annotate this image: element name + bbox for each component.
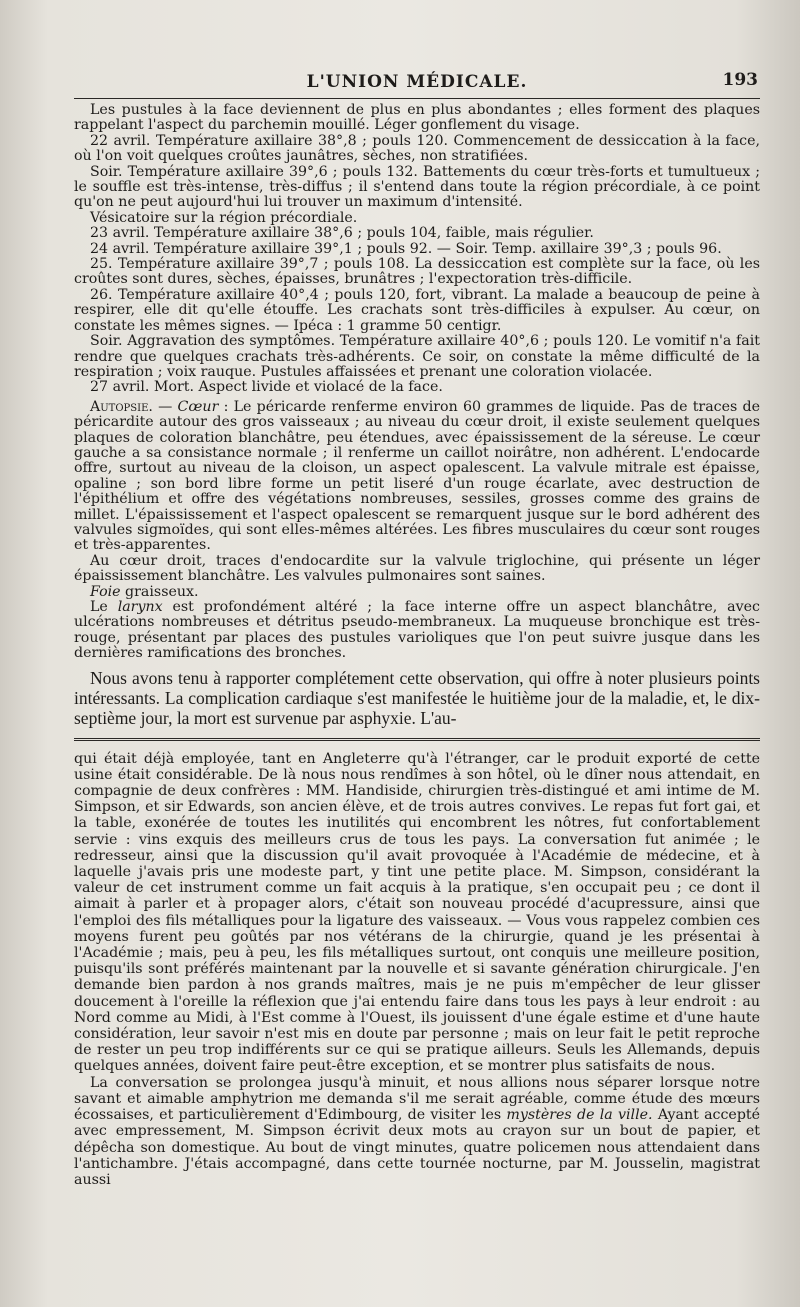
observation-paragraph: Soir. Température axillaire 39°,6 ; pouls 132. Battements du cœur très-forts et tumultueux ; le souffle est très-intense, très-diffus ; il s'entend dans toute la région précordiale, à ce point qu'on ne peut aujourd'hui lui trouver un maximum d'intensité. bbox=[74, 163, 760, 211]
observation-paragraph: 23 avril. Température axillaire 38°,6 ; pouls 104, faible, mais régulier. bbox=[90, 225, 594, 242]
page-number: 193 bbox=[722, 70, 758, 90]
observation-paragraph: 22 avril. Température axillaire 38°,8 ; pouls 120. Commencement de dessiccation à la face, où l'on voit quelques croûtes jaunâtres, sèches, non stratifiées. bbox=[74, 132, 760, 165]
commentary-paragraph: Nous avons tenu à rapporter complétement cette observation, qui offre à noter plusieurs points intéressants. La complication cardiaque s'est manifestée le huitième jour de la maladie, et, le dix-septième jour, la mort est survenue par asphyxie. L'au- bbox=[74, 667, 760, 728]
autopsy-label: Autopsie. bbox=[90, 398, 153, 415]
observation-paragraph: 27 avril. Mort. Aspect livide et violacé de la face. bbox=[90, 379, 443, 396]
observation-paragraph: 26. Température axillaire 40°,4 ; pouls 120, fort, vibrant. La malade a beaucoup de peine à respirer, elle dit qu'elle étouffe. Les crachats sont très-difficiles à expulser. Au cœur, on constate les mêmes signes. — Ipéca : 1 gramme 50 centigr. bbox=[74, 286, 760, 334]
right-heart-paragraph: Au cœur droit, traces d'endocardite sur la valvule triglochine, qui présente un léger épaississement blanchâtre. Les valvules pulmonaires sont saines. bbox=[74, 552, 760, 585]
feuilleton-paragraph: La conversation se prolongea jusqu'à minuit, et nous allions nous séparer lorsque notre savant et aimable amphytrion me demanda s'il me serait agréable, comme étude des mœurs écossaises, et particulièrement d'Edimbourg, de visiter les mystères de la ville. Ayant accepté avec empressement, M. Simpson écrivit deux mots au crayon sur un bout de papier, et dépêcha son domestique. Au bout de vingt minutes, quatre policemen nous attendaient dans l'antichambre. J'étais accompagné, dans cette tournée nocturne, par M. Jousselin, magistrat aussi bbox=[74, 1074, 761, 1188]
commentary-section bbox=[74, 668, 760, 728]
observation-paragraph: Vésicatoire sur la région précordiale. bbox=[90, 209, 358, 226]
observation-paragraph: Les pustules à la face deviennent de plus en plus abondantes ; elles forment des plaques rappelant l'aspect du parchemin mouillé. Léger gonflement du visage. bbox=[74, 102, 760, 134]
journal-title: L'UNION MÉDICALE. bbox=[306, 72, 528, 92]
larynx-paragraph: Le larynx est profondément altéré ; la face interne offre un aspect blanchâtre, avec ulcérations nombreuses et détritus pseudo-membraneux. La muqueuse bronchique est très-rouge, présentant par places des pustules varioliques que l'on peut suivre jusque dans les dernières ramifications des bronches. bbox=[74, 599, 760, 662]
feuilleton-section bbox=[74, 751, 760, 1188]
running-header bbox=[74, 62, 760, 92]
liver-paragraph: Foie graisseux. bbox=[90, 583, 199, 600]
feuilleton-paragraph: qui était déjà employée, tant en Angleterre qu'à l'étranger, car le produit exporté de cette usine était considérable. De là nous nous rendîmes à son hôtel, où le dîner nous attendait, en compagnie de deux confrères : MM. Handiside, chirurgien très-distingué et ami intime de M. Simpson, et sir Edwards, son ancien élève, et de trois autres convives. Le repas fut fort gai, et la table, exonérée de toutes les inutilités qui encombrent les nôtres, fut confortablement servie : vins exquis des meilleurs crus de tous les pays. La conversation fut animée ; le redresseur, ainsi que la discussion qu'il avait provoquée à l'Académie de médecine, et à laquelle j'avais pris une modeste part, y tint une petite place. M. Simpson, considérant la valeur de cet instrument comme un fait acquis à la pratique, s'en occupait peu ; ce dont il aimait à parler et à propager alors, c'était son nouveau procédé d'acupressure, ainsi que l'emploi des fils métalliques pour la ligature des vaisseaux. — Vous vous rappelez combien ces moyens furent peu goûtés par nos vétérans de la chirurgie, quand je les présentai à l'Académie ; mais, peu à peu, les fils métalliques surtout, ont conquis une meilleure position, puisqu'ils sont préférés maintenant par la nouvelle et si savante génération chirurgicale. J'en demande bien pardon à nos grands maîtres, mais je ne puis m'empêcher de leur glisser doucement à l'oreille la réflexion que j'ai entendu faire dans tous les pays à leur endroit : au Nord comme au Midi, à l'Est comme à l'Ouest, ils jouissent d'une égale estime et d'une haute considération, leur savoir n'est mis en doute par personne ; mais on leur fait le petit reproche de rester un peu trop indifférents sur ce qui se pratique ailleurs. Seuls les Allemands, depuis quelques années, doivent faire peut-être exception, et se montrer plus satisfaits de nous. bbox=[74, 750, 760, 1075]
organ-heart: Cœur bbox=[177, 398, 219, 415]
observation-paragraph: 25. Température axillaire 39°,7 ; pouls 108. La dessiccation est complète sur la face, où les croûtes sont dures, sèches, épaisses, brunâtres ; l'expectoration très-difficile. bbox=[74, 256, 760, 288]
header-rule bbox=[74, 98, 760, 99]
observation-section bbox=[74, 103, 760, 662]
autopsy-paragraph: Autopsie. — Cœur : Le péricarde renferme environ 60 grammes de liquide. Pas de traces de péricardite autour des gros vaisseaux ; au niveau du cœur droit, il existe seulement quelques plaques de coloration blanchâtre, peu étendues, avec épaississement de la séreuse. Le cœur gauche a sa consistance normale ; il renferme un caillot noirâtre, non adhérent. L'endocarde offre, surtout au niveau de la cloison, un aspect opalescent. La valvule mitrale est épaisse, opaline ; son bord libre forme un petit liseré d'un rouge écarlate, avec destruction de l'épithélium et offre des végétations nombreuses, sessiles, grosses comme des grains de millet. L'épaississement et l'aspect opalescent se remarquent jusque sur le bord adhérent des valvules sigmoïdes, qui sont elles-mêmes altérées. Les fibres musculaires du cœur sont rouges et très-apparentes. bbox=[74, 398, 760, 554]
feuilleton-divider bbox=[74, 738, 760, 741]
observation-paragraph: 24 avril. Température axillaire 39°,1 ; pouls 92. — Soir. Temp. axillaire 39°,3 ; pouls 96. bbox=[90, 240, 722, 257]
observation-paragraph: Soir. Aggravation des symptômes. Température axillaire 40°,6 ; pouls 120. Le vomitif n'a fait rendre que quelques crachats très-adhérents. Ce soir, on constate la même difficulté de la respiration ; voix rauque. Pustules affaissées et prenant une coloration violacée. bbox=[74, 333, 760, 380]
